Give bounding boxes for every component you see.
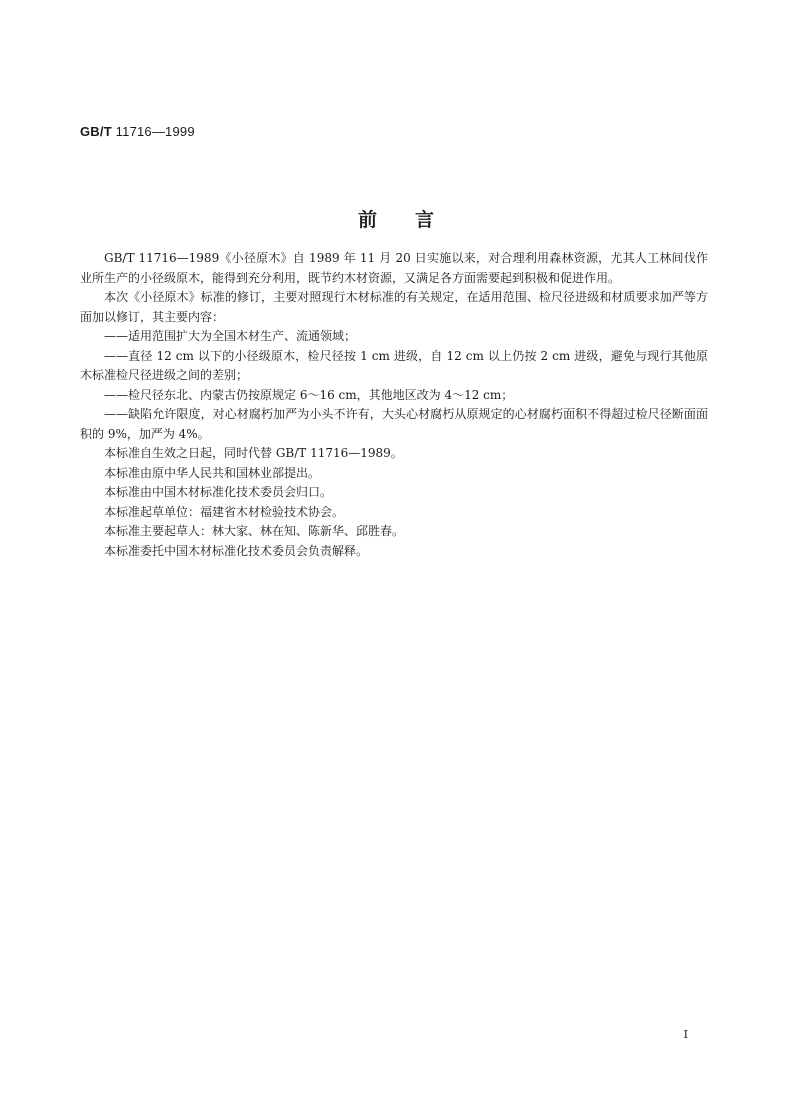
- paragraph-proposer: 本标准由原中华人民共和国林业部提出。: [104, 465, 321, 480]
- paragraph-interpretation: 本标准委托中国木材标准化技术委员会负责解释。: [104, 543, 369, 558]
- list-item-diameter: ——直径 12 cm 以下的小径级原木，检尺径按 1 cm 进级，自 12 cm 以上仍按 2 cm 进级，避免与现行其他原木标准检尺径进级之间的差别；: [80, 348, 708, 382]
- list-item-scope: ——适用范围扩大为全国木材生产、流通领域；: [104, 329, 357, 343]
- paragraph-intro: GB/T 11716—1989《小径原木》自 1989 年 11 月 20 日实施以来，对合理利用森林资源，尤其人工林间伐作业所生产的小径级原木，能得到充分利用，既节约木材资源，又满足各方面需要起到积极和促进作用。: [80, 251, 708, 285]
- list-item-region: ——检尺径东北、内蒙古仍按原规定 6～16 cm，其他地区改为 4～12 cm；: [104, 387, 514, 402]
- standard-number: 11716—1999: [115, 124, 195, 139]
- page-number: I: [683, 1028, 688, 1041]
- paragraph-committee: 本标准由中国木材标准化技术委员会归口。: [104, 485, 333, 499]
- paragraph-revision: 本次《小径原木》标准的修订，主要对照现行木材标准的有关规定，在适用范围、检尺径进级和材质要求加严等方面加以修订，其主要内容：: [80, 290, 708, 324]
- foreword-body: [80, 249, 708, 561]
- paragraph-drafting-unit: 本标准起草单位：福建省木材检验技术协会。: [104, 504, 345, 519]
- standard-code: [80, 124, 195, 139]
- page-title: 前言: [357, 209, 472, 231]
- paragraph-drafters: 本标准主要起草人：林大家、林在知、陈新华、邱胜春。: [104, 524, 405, 538]
- standard-prefix: GB/T: [80, 124, 112, 139]
- paragraph-replaces: 本标准自生效之日起，同时代替 GB/T 11716—1989。: [104, 446, 403, 460]
- list-item-defects: ——缺陷允许限度，对心材腐朽加严为小头不许有，大头心材腐朽从原规定的心材腐朽面积不得超过检尺径断面面积的 9%，加严为 4%。: [80, 407, 708, 441]
